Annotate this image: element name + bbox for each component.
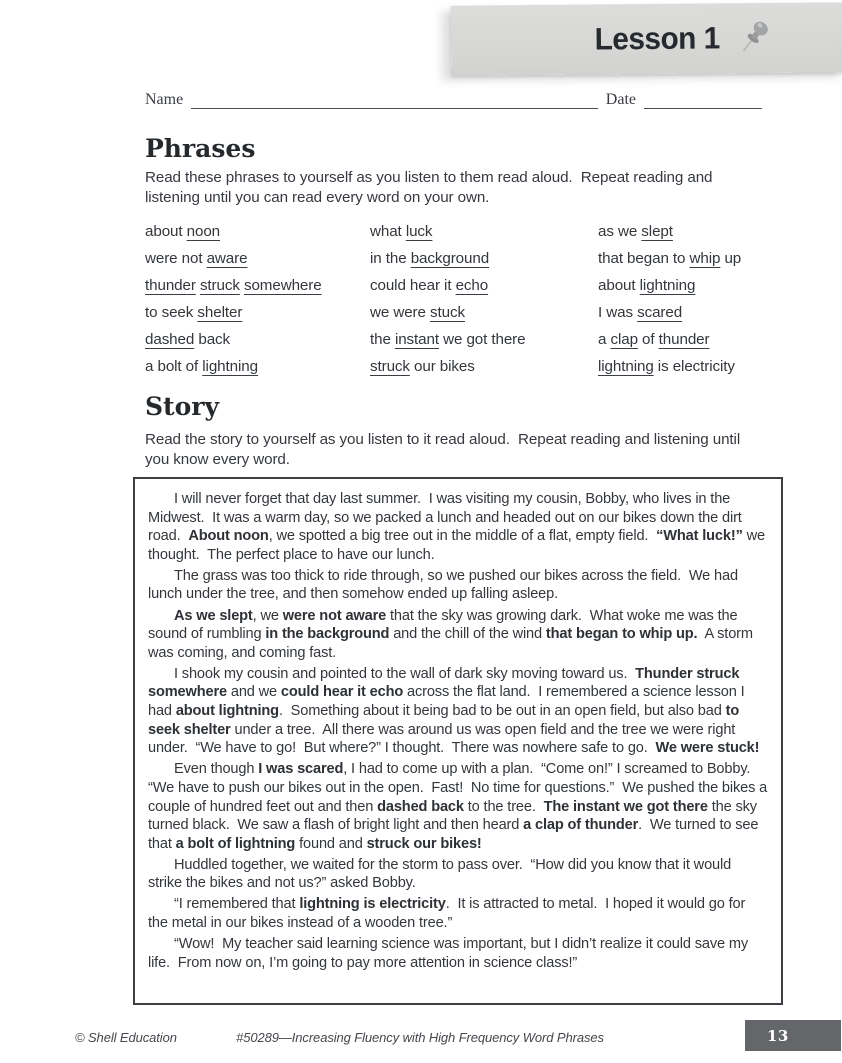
- phrase-item: [370, 358, 598, 385]
- name-input-line[interactable]: [191, 90, 598, 109]
- phrase-text: we got there: [438, 331, 526, 348]
- phrase-text: is electricity: [653, 358, 735, 375]
- story-text: that the sky was growing dark. What woke me was the sound of rumbling: [148, 607, 742, 643]
- phrase-text: about: [145, 223, 187, 240]
- story-box: [133, 477, 783, 1005]
- phrase-item: [370, 223, 598, 250]
- page-number-badge: [745, 1020, 841, 1051]
- phrase-word-underlined: thunder: [145, 277, 196, 294]
- phrase-word-underlined: luck: [405, 223, 433, 240]
- phrase-word-underlined: slept: [641, 223, 673, 240]
- story-paragraph: [148, 665, 768, 758]
- phrase-text: a: [598, 331, 611, 348]
- story-paragraph: [148, 607, 768, 663]
- phrase-word-underlined: somewhere: [243, 277, 322, 294]
- phrase-item: [145, 223, 370, 250]
- phrase-word-underlined: clap: [610, 331, 638, 348]
- story-text: , we spotted a big tree out in the middle of a flat, empty field.: [268, 528, 657, 545]
- phrase-item: [145, 304, 370, 331]
- phrase-item: [145, 358, 370, 385]
- phrase-item: [598, 358, 770, 385]
- story-phrase-bold: that began to whip up.: [545, 626, 698, 643]
- phrase-word-underlined: struck: [199, 277, 240, 294]
- story-text: and we: [226, 684, 281, 701]
- phrase-text: I was: [598, 304, 638, 321]
- phrase-word-underlined: noon: [186, 223, 221, 240]
- story-phrase-bold: I was scared: [258, 761, 344, 778]
- phrase-word-underlined: lightning: [639, 277, 696, 294]
- phrases-instructions: Read these phrases to yourself as you listen to them read aloud. Repeat reading and listening until you can read every word on your own.: [145, 169, 717, 206]
- phrase-item: [598, 250, 770, 277]
- story-text: “I remembered that: [174, 896, 300, 913]
- story-text: we thought. The perfect place to have our lunch.: [148, 528, 769, 563]
- copyright-text: © Shell Education: [75, 1030, 177, 1045]
- phrase-word-underlined: background: [410, 250, 490, 267]
- lesson-banner: [451, 2, 842, 75]
- story-phrase-bold: were not aware: [282, 607, 387, 624]
- story-instructions: Read the story to yourself as you listen to it read aloud. Repeat reading and listening until you know every word.: [145, 431, 745, 468]
- story-phrase-bold: The instant we got there: [543, 798, 708, 815]
- story-text: the sky turned black. We saw a flash of bright light and then heard: [148, 798, 761, 834]
- story-text: , we: [252, 607, 283, 624]
- story-text: Even though: [174, 761, 259, 778]
- pushpin-icon: [734, 17, 776, 59]
- phrase-word-underlined: lightning: [202, 358, 258, 375]
- phrase-item: [370, 277, 598, 304]
- lesson-title: Lesson 1: [594, 20, 720, 57]
- story-text: and the chill of the wind: [389, 626, 546, 643]
- phrase-word-underlined: lightning: [598, 358, 654, 375]
- story-paragraph: [148, 567, 768, 604]
- phrase-word-underlined: scared: [637, 304, 683, 321]
- phrase-word-underlined: shelter: [197, 304, 243, 321]
- story-text: to the tree.: [463, 798, 544, 815]
- story-phrase-bold: struck our bikes!: [366, 835, 482, 852]
- phrase-text: the: [370, 331, 395, 348]
- phrase-word-underlined: thunder: [658, 331, 710, 348]
- phrase-text: a bolt of: [145, 358, 203, 375]
- story-paragraph: [148, 856, 768, 893]
- phrase-column-2: [370, 223, 598, 385]
- phrase-column-3: [598, 223, 770, 385]
- phrase-item: [598, 277, 770, 304]
- phrase-text: that began to: [598, 250, 690, 267]
- page-number: 13: [767, 1026, 789, 1045]
- phrase-text: we were: [370, 304, 430, 321]
- story-text: . We turned to see that: [148, 817, 763, 852]
- story-text: . It is attracted to metal. I hoped it would go for the metal in our bikes instead of a wooden tree.”: [148, 896, 750, 932]
- phrase-item: [370, 304, 598, 331]
- story-phrase-bold: a clap of thunder: [523, 817, 639, 834]
- story-phrase-bold: “What luck!”: [656, 528, 743, 545]
- story-text: I shook my cousin and pointed to the wall of dark sky moving toward us.: [174, 665, 636, 682]
- phrase-item: [145, 277, 370, 304]
- story-text: found and: [295, 835, 367, 852]
- story-paragraph: [148, 760, 772, 853]
- phrase-item: [370, 331, 598, 358]
- story-paragraph: [148, 935, 768, 972]
- story-phrase-bold: We were stuck!: [655, 740, 760, 757]
- phrase-text: of: [637, 331, 659, 348]
- story-phrase-bold: a bolt of lightning: [175, 835, 296, 852]
- phrase-text: as we: [598, 223, 642, 240]
- name-date-row: [145, 90, 762, 109]
- story-phrase-bold: in the background: [265, 626, 390, 643]
- phrase-word-underlined: instant: [394, 331, 439, 348]
- phrase-text: what: [370, 223, 406, 240]
- story-phrase-bold: dashed back: [377, 798, 464, 815]
- phrase-word-underlined: aware: [206, 250, 248, 267]
- phrase-item: [145, 250, 370, 277]
- story-text: “Wow! My teacher said learning science was important, but I didn’t realize it could save my life. From now on, I’m going to pay more attention in science class!”: [148, 936, 752, 971]
- phrase-text: back: [194, 331, 231, 348]
- phrase-item: [598, 304, 770, 331]
- story-phrase-bold: As we slept: [174, 607, 253, 624]
- phrase-word-underlined: whip: [689, 250, 721, 267]
- date-label: Date: [605, 91, 636, 108]
- story-text: I will never forget that day last summer. I was visiting my cousin, Bobby, who lives in the Midwest. It was a warm day, so we packed a lunch and headed out on our bikes down the dirt road.: [148, 491, 746, 545]
- phrase-item: [145, 331, 370, 358]
- story-text: The grass was too thick to ride through, so we pushed our bikes across the field. We had lunch under the tree, and then somehow ended up falling asleep.: [148, 567, 742, 603]
- phrase-word-underlined: dashed: [145, 331, 195, 348]
- phrase-item: [598, 223, 770, 250]
- story-text: Huddled together, we waited for the storm to pass over. “How did you know that it would strike the bikes and not us?” asked Bobby.: [148, 856, 735, 892]
- story-phrase-bold: lightning is electricity: [299, 896, 446, 913]
- story-text: . Something about it being bad to be out in an open field, but also bad: [278, 703, 726, 720]
- story-text: under a tree. All there was around us was open field and the tree we were right under. “We have to go! But where?” I thought. There was nowhere safe to go.: [148, 721, 740, 757]
- book-title-text: #50289—Increasing Fluency with High Frequency Word Phrases: [236, 1030, 604, 1045]
- phrase-text: about: [598, 277, 640, 294]
- phrase-column-1: [145, 223, 370, 385]
- name-label: Name: [145, 91, 184, 108]
- phrase-word-underlined: echo: [455, 277, 489, 294]
- phrase-text: were not: [145, 250, 207, 267]
- phrase-word-underlined: stuck: [429, 304, 465, 321]
- phrase-text: in the: [370, 250, 411, 267]
- story-text: , I had to come up with a plan. “Come on!” I screamed to Bobby. “We have to push our bikes out in the open. Fast! No time for questions.” We pushed the bikes a couple of hundred feet out and then: [148, 761, 772, 815]
- phrase-text: up: [720, 250, 742, 267]
- story-phrase-bold: could hear it echo: [280, 684, 404, 701]
- story-text: A storm was coming, and coming fast.: [148, 626, 757, 661]
- phrase-list: [145, 223, 770, 385]
- phrase-word-underlined: struck: [370, 358, 410, 375]
- phrase-item: [598, 331, 770, 358]
- story-phrase-bold: Thunder struck somewhere: [148, 665, 744, 701]
- story-phrase-bold: to seek shelter: [148, 703, 743, 738]
- phrase-text: could hear it: [370, 277, 456, 294]
- date-input-line[interactable]: [644, 90, 762, 109]
- story-phrase-bold: about lightning: [175, 703, 279, 720]
- story-text: across the flat land. I remembered a science lesson I had: [148, 684, 749, 720]
- story-paragraph: [148, 490, 768, 564]
- phrase-text: our bikes: [409, 358, 475, 375]
- story-heading: Story: [145, 392, 219, 421]
- phrase-item: [370, 250, 598, 277]
- story-paragraph: [148, 895, 768, 932]
- phrase-text: to seek: [145, 304, 198, 321]
- phrases-heading: Phrases: [145, 134, 256, 163]
- story-phrase-bold: About noon: [188, 528, 269, 545]
- page-footer: [0, 1016, 842, 1063]
